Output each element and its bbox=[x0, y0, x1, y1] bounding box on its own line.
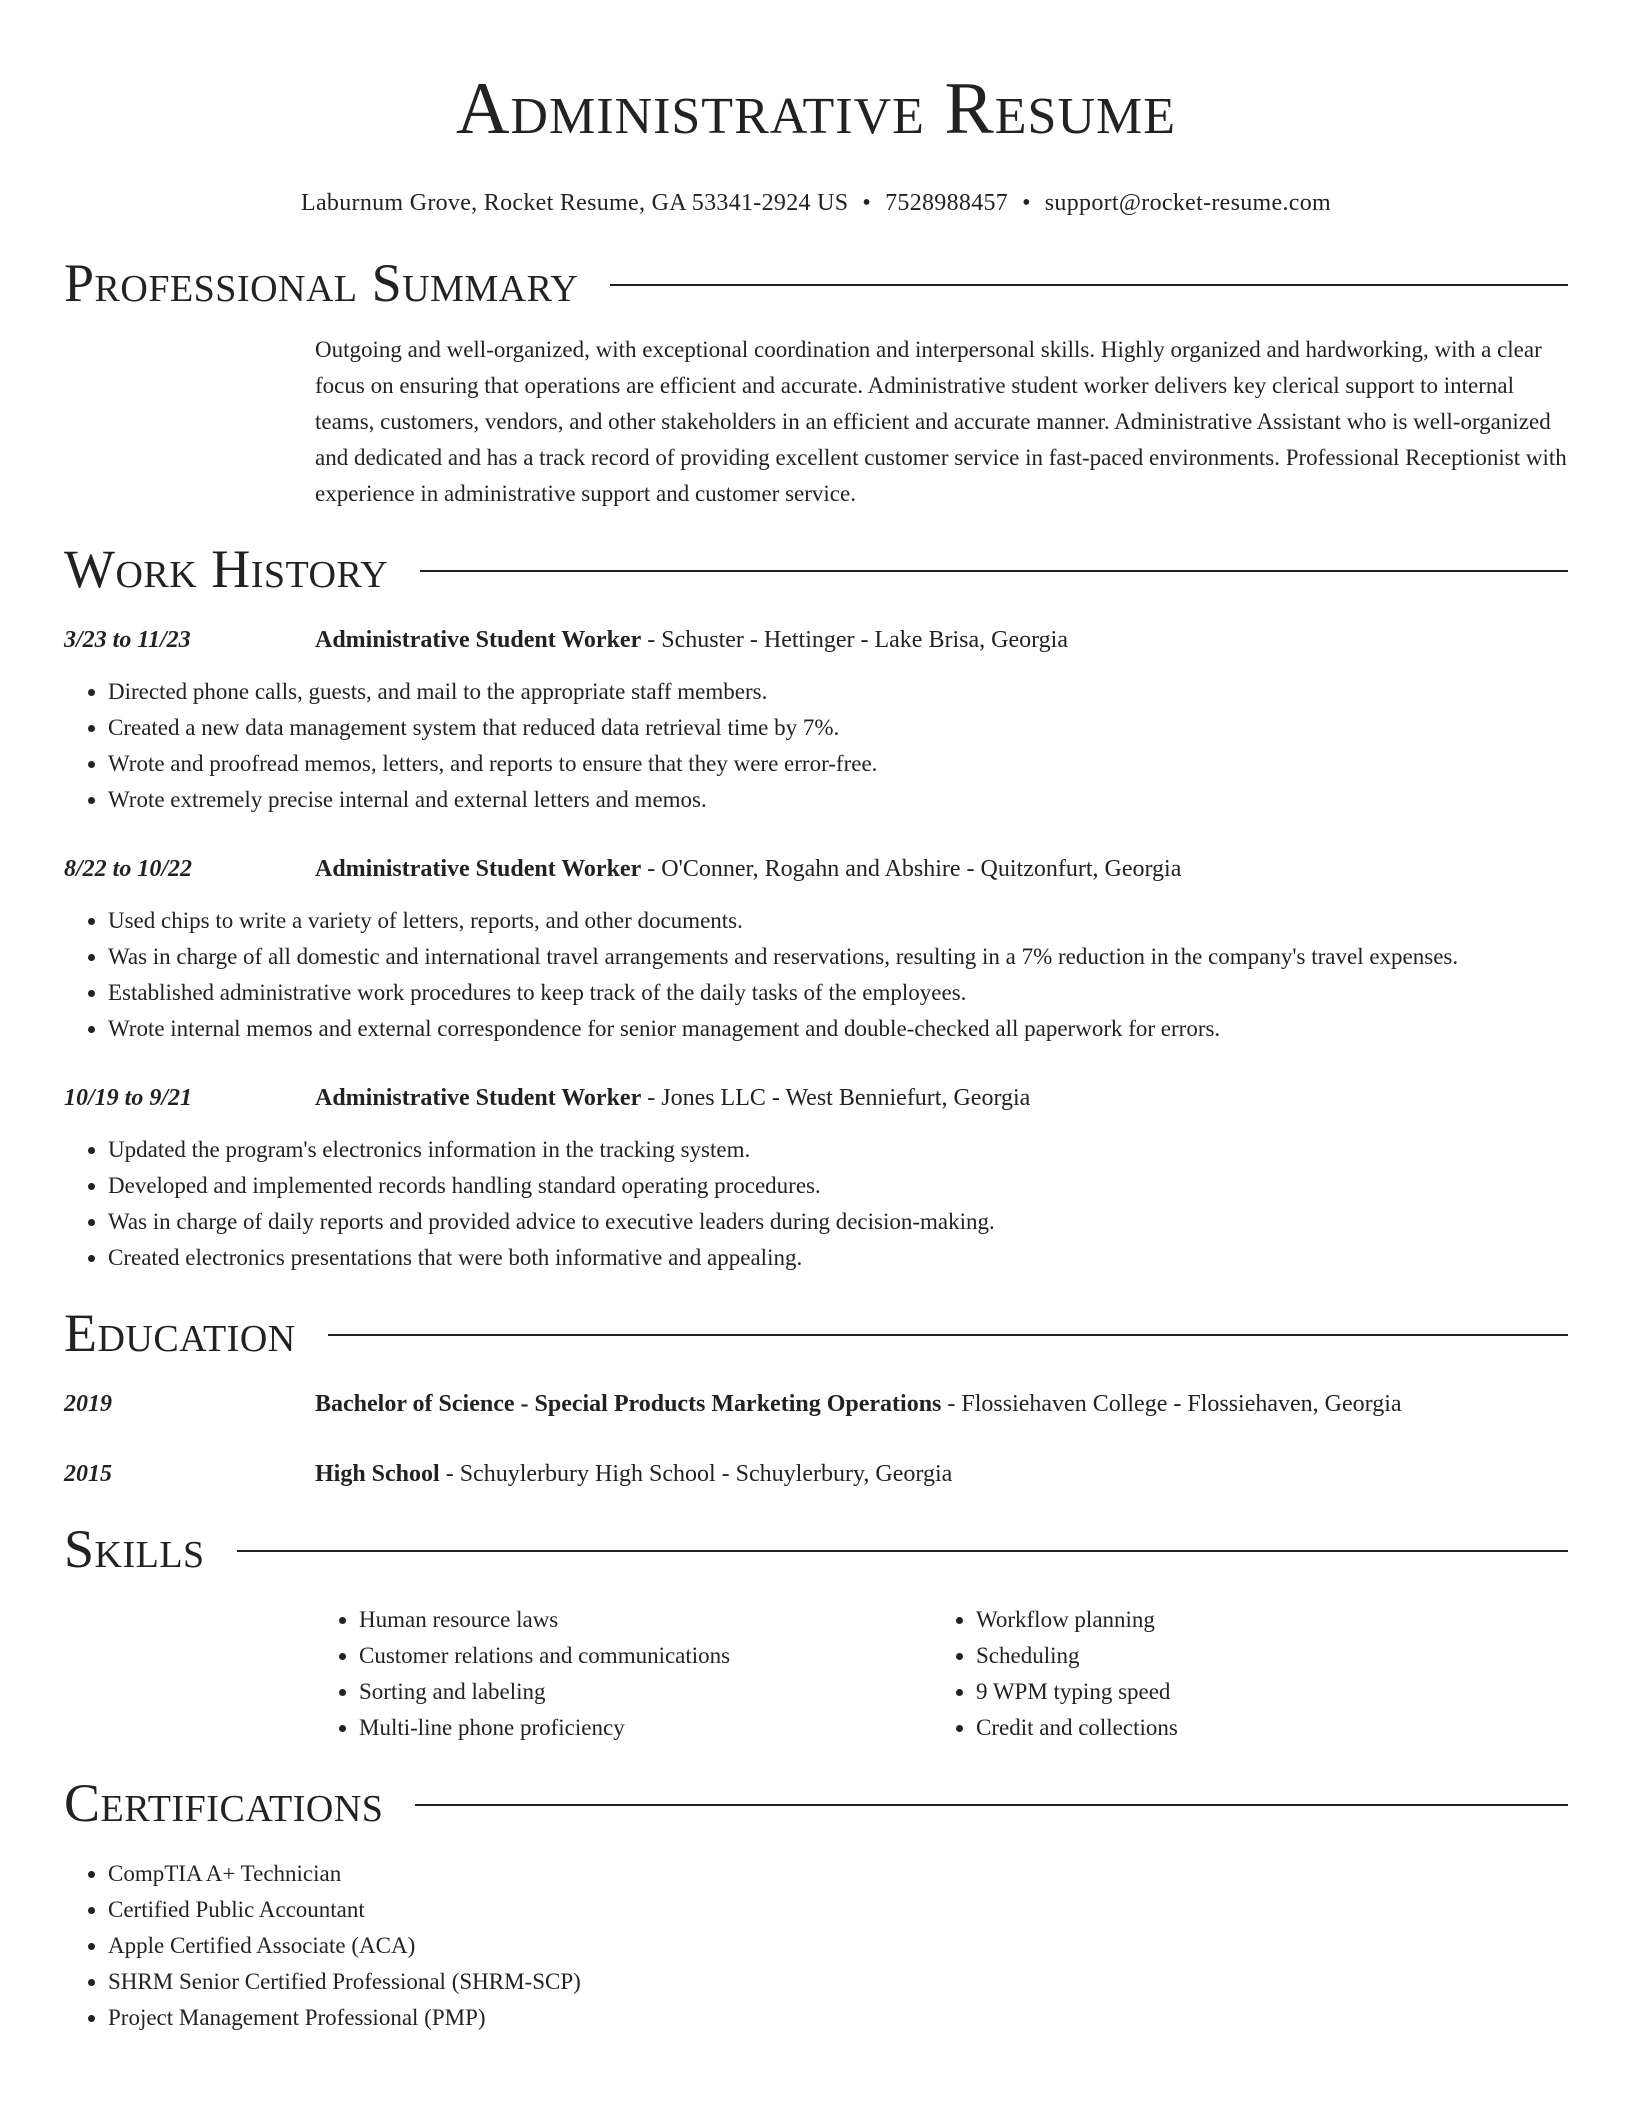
job-bullet: • Wrote extremely precise internal and external letters and memos. bbox=[108, 782, 1568, 818]
separator: • bbox=[862, 190, 872, 216]
education-heading bbox=[315, 1456, 1568, 1492]
job-heading bbox=[315, 622, 1568, 658]
job-bullet: • Wrote internal memos and external correspondence for senior management and double-checked all paperwork for errors. bbox=[108, 1011, 1568, 1047]
job-bullet: • Updated the program's electronics information in the tracking system. bbox=[108, 1132, 1568, 1168]
section-heading: Work History bbox=[64, 539, 389, 599]
skill-item: • Customer relations and communications bbox=[359, 1638, 932, 1674]
job-bullet: • Developed and implemented records handling standard operating procedures. bbox=[108, 1168, 1568, 1204]
job-details: - O'Conner, Rogahn and Abshire - Quitzonfurt, Georgia bbox=[641, 856, 1182, 882]
job-dates: 10/19 to 9/21 bbox=[64, 1085, 193, 1111]
education-entry bbox=[64, 1386, 1568, 1422]
school-details: - Flossiehaven College - Flossiehaven, Georgia bbox=[941, 1391, 1402, 1417]
job-entry bbox=[64, 622, 1568, 818]
job-bullets bbox=[64, 1132, 1568, 1276]
certifications-section-header bbox=[64, 1772, 1568, 1834]
skill-item: • Multi-line phone proficiency bbox=[359, 1710, 932, 1746]
education-section-header bbox=[64, 1302, 1568, 1364]
job-title: Administrative Student Worker bbox=[315, 627, 642, 653]
phone-number: 7528988457 bbox=[885, 190, 1009, 216]
email-address: support@rocket-resume.com bbox=[1044, 190, 1331, 216]
skill-item: • Sorting and labeling bbox=[359, 1674, 932, 1710]
education-heading bbox=[315, 1386, 1568, 1422]
job-entry bbox=[64, 1080, 1568, 1276]
section-divider bbox=[610, 284, 1568, 286]
certification-item: • Apple Certified Associate (ACA) bbox=[108, 1928, 1568, 1964]
section-divider bbox=[328, 1334, 1568, 1336]
section-divider bbox=[415, 1804, 1568, 1806]
skills-column-left bbox=[315, 1602, 932, 1746]
skill-item: • Credit and collections bbox=[976, 1710, 1549, 1746]
contact-line bbox=[64, 188, 1568, 218]
job-bullet: • Established administrative work procedures to keep track of the daily tasks of the employees. bbox=[108, 975, 1568, 1011]
job-heading bbox=[315, 851, 1568, 887]
school-details: - Schuylerbury High School - Schuylerbury, Georgia bbox=[439, 1461, 953, 1487]
section-divider bbox=[237, 1550, 1568, 1552]
work-section-header bbox=[64, 538, 1568, 600]
separator: • bbox=[1022, 190, 1031, 216]
job-bullet: • Created electronics presentations that were both informative and appealing. bbox=[108, 1240, 1568, 1276]
section-heading: Certifications bbox=[64, 1773, 384, 1833]
education-year: 2019 bbox=[64, 1391, 112, 1417]
degree: Bachelor of Science - Special Products Marketing Operations bbox=[315, 1391, 942, 1417]
address: Laburnum Grove, Rocket Resume, GA 53341-2924 US bbox=[301, 190, 849, 216]
job-bullet: • Directed phone calls, guests, and mail to the appropriate staff members. bbox=[108, 674, 1568, 710]
skill-item: • Human resource laws bbox=[359, 1602, 932, 1638]
job-title: Administrative Student Worker bbox=[315, 1085, 642, 1111]
job-bullet: • Was in charge of daily reports and provided advice to executive leaders during decision-making. bbox=[108, 1204, 1568, 1240]
job-bullet: • Wrote and proofread memos, letters, and reports to ensure that they were error-free. bbox=[108, 746, 1568, 782]
section-heading: Skills bbox=[64, 1519, 205, 1579]
job-details: - Schuster - Hettinger - Lake Brisa, Georgia bbox=[641, 627, 1068, 653]
certifications-list bbox=[64, 1856, 1568, 2036]
job-heading bbox=[315, 1080, 1568, 1116]
summary-section-header bbox=[64, 252, 1568, 314]
job-bullet: • Used chips to write a variety of letters, reports, and other documents. bbox=[108, 903, 1568, 939]
education-year: 2015 bbox=[64, 1461, 112, 1487]
section-heading: Professional Summary bbox=[64, 253, 579, 313]
job-bullets bbox=[64, 674, 1568, 818]
resume-title: Administrative Resume bbox=[455, 68, 1177, 150]
certification-item: • Certified Public Accountant bbox=[108, 1892, 1568, 1928]
job-title: Administrative Student Worker bbox=[315, 856, 642, 882]
certification-item: • SHRM Senior Certified Professional (SHRM-SCP) bbox=[108, 1964, 1568, 2000]
degree: High School bbox=[315, 1461, 440, 1487]
section-divider bbox=[420, 570, 1568, 572]
job-bullet: • Created a new data management system that reduced data retrieval time by 7%. bbox=[108, 710, 1568, 746]
job-dates: 3/23 to 11/23 bbox=[64, 627, 191, 653]
job-details: - Jones LLC - West Benniefurt, Georgia bbox=[641, 1085, 1031, 1111]
skill-item: • Scheduling bbox=[976, 1638, 1549, 1674]
skill-item: • 9 WPM typing speed bbox=[976, 1674, 1549, 1710]
job-dates: 8/22 to 10/22 bbox=[64, 856, 193, 882]
skills-grid bbox=[315, 1602, 1568, 1746]
skills-section-header bbox=[64, 1518, 1568, 1580]
education-entry bbox=[64, 1456, 1568, 1492]
certification-item: • Project Management Professional (PMP) bbox=[108, 2000, 1568, 2036]
skills-column-right bbox=[932, 1602, 1549, 1746]
skill-item: • Workflow planning bbox=[976, 1602, 1549, 1638]
section-heading: Education bbox=[64, 1303, 296, 1363]
summary-text: Outgoing and well-organized, with exceptional coordination and interpersonal skills. Highly organized and hardworking, with a clear focus on ensuring that operations are efficient and accurate. Administrative student worker delivers key clerical support to internal teams, customers, vendors, and other stakeholders in an efficient and accurate manner. Administrative Assistant who is well-organized and dedicated and has a track record of providing excellent customer service in fast-paced environments. Professional Receptionist with experience in administrative support and customer service. bbox=[315, 337, 1567, 506]
job-entry bbox=[64, 851, 1568, 1047]
certification-item: • CompTIA A+ Technician bbox=[108, 1856, 1568, 1892]
job-bullet: • Was in charge of all domestic and international travel arrangements and reservations, resulting in a 7% reduction in the company's travel expenses. bbox=[108, 939, 1568, 975]
job-bullets bbox=[64, 903, 1568, 1047]
